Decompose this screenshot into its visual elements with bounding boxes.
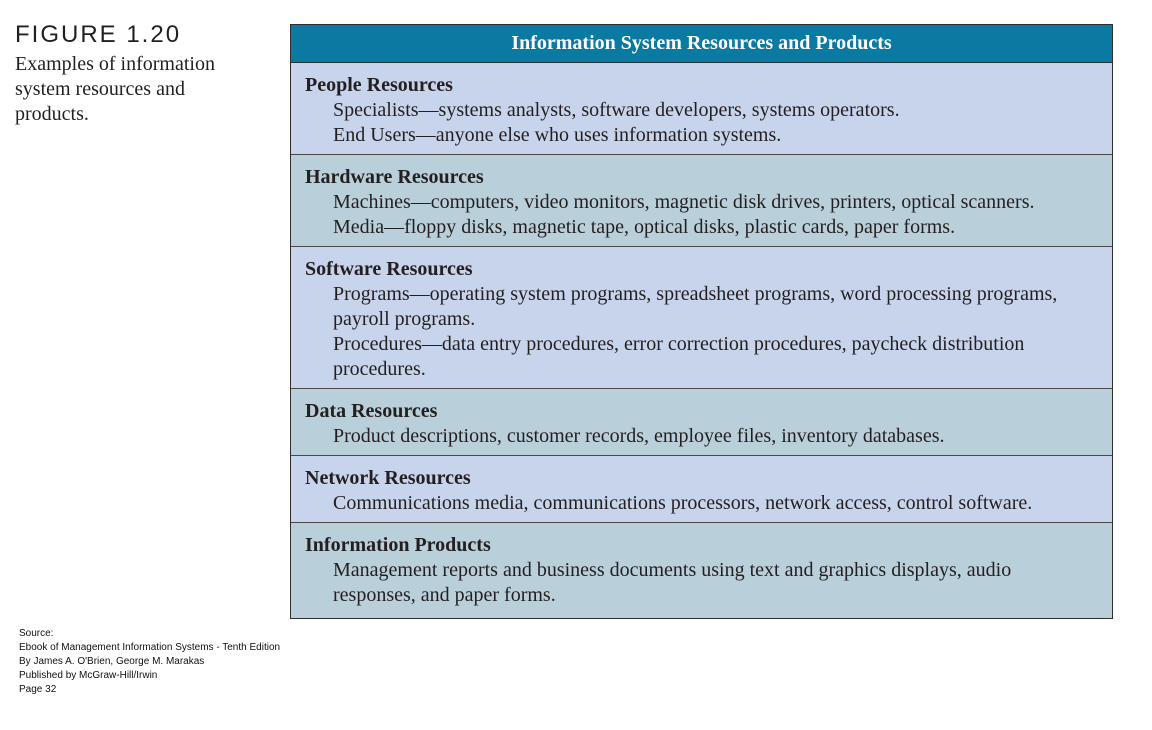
section-line: Management reports and business documents using text and graphics displays, audio responses, and paper forms. xyxy=(333,559,1012,606)
section-line: Machines—computers, video monitors, magnetic disk drives, printers, optical scanners. xyxy=(333,191,1035,213)
section-information-products xyxy=(291,523,1112,618)
section-line: Media—floppy disks, magnetic tape, optical disks, plastic cards, paper forms. xyxy=(333,216,956,238)
section-title: Software Resources xyxy=(305,258,473,280)
section-line: Programs—operating system programs, spreadsheet programs, word processing programs, payroll programs. xyxy=(333,283,1058,330)
section-network-resources xyxy=(291,456,1112,523)
section-line: Procedures—data entry procedures, error correction procedures, paycheck distribution procedures. xyxy=(333,333,1025,380)
section-line: End Users—anyone else who uses information systems. xyxy=(333,124,782,146)
source-authors: By James A. O'Brien, George M. Marakas xyxy=(19,656,205,667)
figure-caption xyxy=(15,20,275,127)
figure-description: Examples of information system resources and products. xyxy=(15,53,215,125)
section-line: Communications media, communications processors, network access, control software. xyxy=(333,492,1033,514)
source-citation xyxy=(19,627,280,697)
table-header: Information System Resources and Products xyxy=(291,25,1112,63)
section-title: Information Products xyxy=(305,534,491,556)
source-label: Source: xyxy=(19,628,54,639)
section-hardware-resources xyxy=(291,155,1112,247)
section-line: Specialists—systems analysts, software developers, systems operators. xyxy=(333,99,900,121)
resources-table xyxy=(290,24,1113,619)
section-line: Product descriptions, customer records, employee files, inventory databases. xyxy=(333,425,945,447)
source-book-title: Ebook of Management Information Systems - Tenth Edition xyxy=(19,642,281,653)
section-data-resources xyxy=(291,389,1112,456)
section-title: Hardware Resources xyxy=(305,166,484,188)
section-title: Data Resources xyxy=(305,400,438,422)
section-software-resources xyxy=(291,247,1112,389)
section-title: Network Resources xyxy=(305,467,471,489)
section-people-resources xyxy=(291,63,1112,155)
section-title: People Resources xyxy=(305,74,453,96)
figure-label: FIGURE 1.20 xyxy=(15,21,182,48)
source-page: Page 32 xyxy=(19,684,57,695)
source-publisher: Published by McGraw-Hill/Irwin xyxy=(19,670,158,681)
